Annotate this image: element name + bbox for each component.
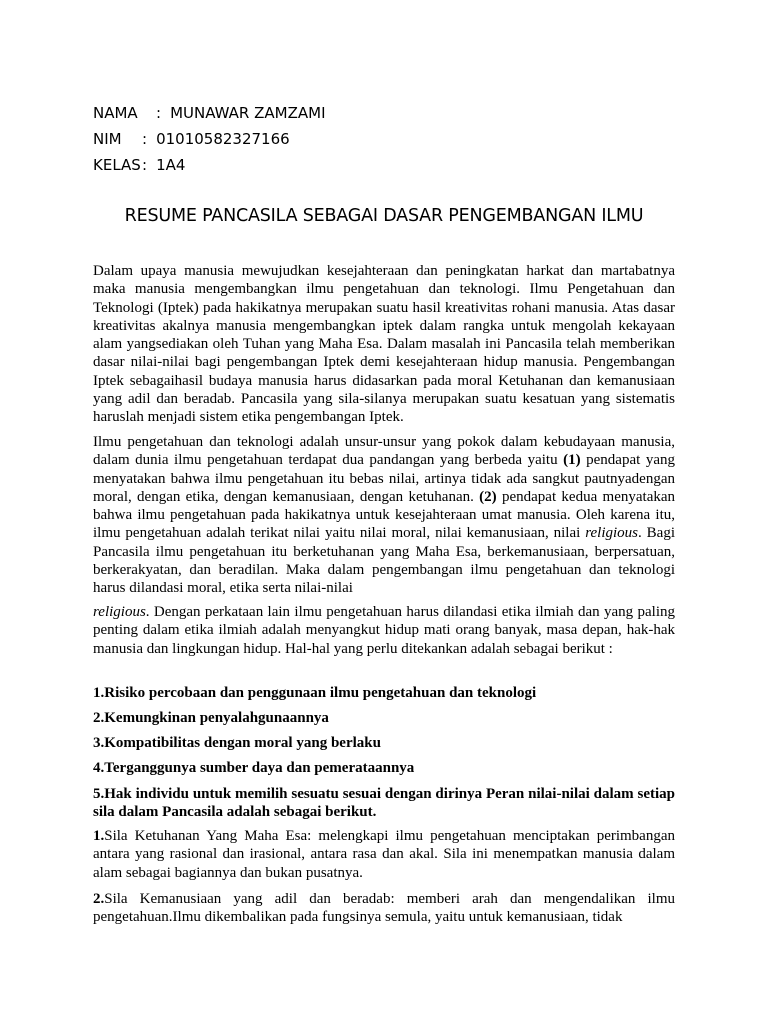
paragraph-2-number-2: (2) [479, 488, 497, 505]
kelas-separator: : [142, 156, 148, 174]
nim-value: 01010582327166 [156, 130, 290, 148]
nama-label: NAMA [93, 104, 138, 122]
paragraph-2-italic: religious [585, 525, 638, 542]
point-item-3: 3.Kompatibilitas dengan moral yang berlaku [93, 735, 381, 751]
paragraph-3-text: . Dengan perkataan lain ilmu pengetahuan harus dilandasi etika ilmiah dan yang paling penting dalam etika ilmiah adalah menyangkut hidup mati orang banyak, masa depan, hak-hak manusia dan lingkungan hidup. Hal-hal yang perlu ditekankan adalah sebagai berikut : [93, 604, 675, 657]
kelas-value: 1A4 [156, 156, 186, 174]
document-title: RESUME PANCASILA SEBAGAI DASAR PENGEMBANGAN ILMU [124, 206, 644, 226]
sila-2-text: Sila Kemanusiaan yang adil dan beradab: memberi arah dan mengendalikan ilmu pengetahuan.Ilmu dikembalikan pada fungsinya semula, yaitu untuk kemanusiaan, tidak [93, 891, 675, 926]
nama-value: MUNAWAR ZAMZAMI [170, 104, 326, 122]
paragraph-2-number-1: (1) [563, 452, 581, 469]
point-item-5: 5.Hak individu untuk memilih sesuatu sesuai dengan dirinya Peran nilai-nilai dalam setiap sila dalam Pancasila adalah sebagai berikut. [93, 786, 675, 821]
sila-1-text: Sila Ketuhanan Yang Maha Esa: melengkapi ilmu pengetahuan menciptakan perimbangan antara yang rasional dan irasional, antara rasa dan akal. Sila ini menempatkan manusia dalam alam sebagai bagiannya dan bukan pusatnya. [93, 828, 675, 881]
point-item-1: 1.Risiko percobaan dan penggunaan ilmu pengetahuan dan teknologi [93, 685, 537, 701]
paragraph-2-part-3: pendapat kedua menyatakan bahwa ilmu pengetahuan pada hakikatnya untuk kesejahteraan umat manusia. Oleh karena itu, ilmu pengetahuan adalah terikat nilai yaitu nilai moral, nilai kemanusiaan, nilai [93, 488, 676, 542]
kelas-label: KELAS [93, 156, 141, 174]
paragraph-3-italic: religious [93, 604, 146, 620]
paragraph-2-part-2: pendapat yang menyatakan bahwa ilmu pengetahuan itu bebas nilai, artinya tidak ada sangkut pautnyadengan moral, dengan etika, dengan kemanusiaan, dengan ketuhanan. [93, 452, 675, 505]
nim-line [93, 130, 290, 148]
nim-separator: : [142, 130, 148, 148]
nim-label: NIM [93, 130, 122, 148]
paragraph-2 [93, 433, 675, 598]
sila-1-number: 1. [93, 828, 105, 844]
point-item-4: 4.Terganggunya sumber daya dan pemerataannya [93, 760, 415, 776]
nama-separator: : [156, 104, 162, 122]
sila-2-number: 2. [93, 891, 105, 907]
point-item-2: 2.Kemungkinan penyalahgunaannya [93, 710, 329, 726]
paragraph-3 [93, 603, 675, 658]
paragraph-2-part-1: Ilmu pengetahuan dan teknologi adalah unsur-unsur yang pokok dalam kebudayaan manusia, dalam dunia ilmu pengetahuan terdapat dua pandangan yang berbeda yaitu [93, 434, 675, 469]
kelas-line [93, 156, 185, 174]
nama-line [93, 104, 326, 122]
sila-item-1 [93, 827, 675, 882]
paragraph-2-part-4: . Bagi Pancasila ilmu pengetahuan itu berketuhanan yang Maha Esa, berkemanusiaan, berpersatuan, berkerakyatan, dan beradilan. Maka dalam pengembangan ilmu pengetahuan dan teknologi harus dilandasi moral, etika serta nilai-nilai [93, 525, 675, 597]
sila-item-2 [93, 890, 675, 927]
paragraph-1: Dalam upaya manusia mewujudkan kesejahteraan dan peningkatan harkat dan martabatnya maka manusia mengembangkan ilmu pengetahuan dan teknologi. Ilmu Pengetahuan dan Teknologi (Iptek) pada hakikatnya merupakan suatu hasil kreativitas rohani manusia. Atas dasar kreativitas akalnya manusia mengembangkan iptek dalam rangka untuk mengolah kekayaan alam yangsediakan oleh Tuhan yang Maha Esa. Dalam masalah ini Pancasila telah memberikan dasar nilai-nilai bagi pengembangan Iptek demi kesejahteraan hidup manusia. Pengembangan Iptek sebagaihasil budaya manusia harus didasarkan pada moral Ketuhanan dan kemanusiaan yang adil dan beradab. Pancasila yang sila-silanya merupakan suatu kesatuan yang sistematis haruslah menjadi sistem etika pengembangan Iptek. [93, 263, 675, 426]
